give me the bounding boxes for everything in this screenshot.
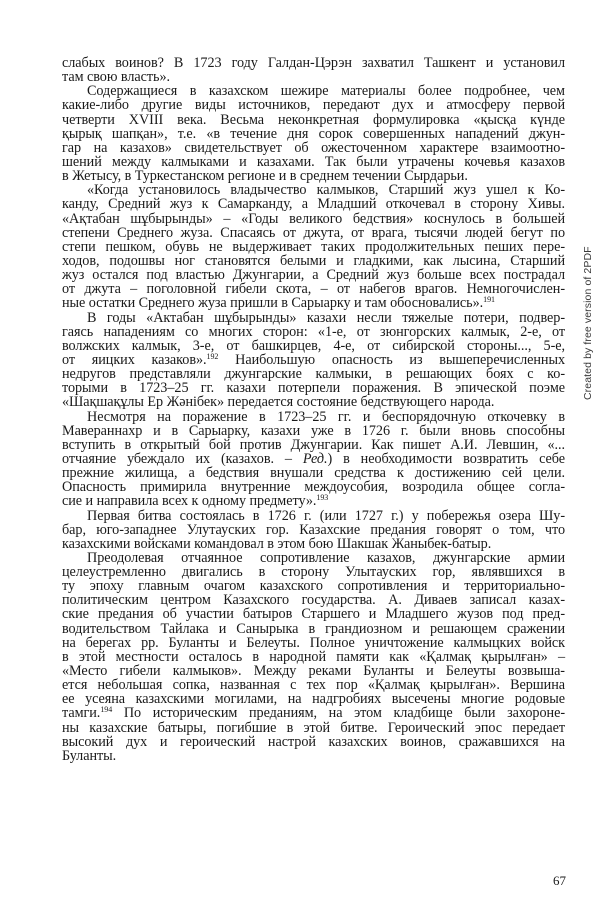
footnote-ref: 194 — [100, 705, 113, 715]
text-line — [62, 113, 565, 127]
line-text: слабых воинов? В 1723 году Галдан-Цэрэн захватил Ташкент и установил — [62, 55, 565, 71]
line-text: «Когда установилось владычество калмыков, Старший жуз ушел к Ко- — [87, 182, 565, 199]
line-text: казахскими войсками командовал в этом бою Шакшак Жаныбек-батыр. — [62, 535, 492, 552]
text-line — [62, 311, 565, 325]
line-text: ется небольшая сопка, названная с тех пор «Қалмақ қырылған». Вершина — [62, 677, 565, 694]
text-line — [62, 721, 565, 735]
line-text: «Ақтабан шұбырынды» – «Годы великого бедствия» коснулось в большей — [62, 210, 565, 227]
text-line — [62, 155, 565, 169]
line-text: Содержащиеся в казахском шежире материалы более подробнее, чем — [87, 83, 565, 100]
line-text: Опасность примирила внутренние междоусобия, возродила общее согла- — [62, 479, 565, 496]
text-line — [62, 141, 565, 155]
text-line — [62, 325, 565, 339]
text-line — [62, 537, 565, 551]
text-line — [62, 339, 565, 353]
text-line — [62, 212, 565, 226]
footnote-ref: 193 — [316, 493, 329, 503]
line-text: от джута – поголовной гибели скота, – от набегов врагов. Немногочислен- — [62, 281, 565, 298]
body-text — [62, 56, 565, 763]
text-line — [62, 466, 565, 480]
line-text: тамги. — [62, 705, 101, 722]
line-text-continued: ) в необходимости возвратить себе — [327, 450, 565, 467]
line-text: гар на казахов» свидетельствует об ожесточенном характере взаимоотно- — [62, 139, 565, 156]
text-line — [62, 254, 565, 268]
line-text: Первая битва состоялась в 1726 г. (или 1727 г.) у побережья озера Шу- — [87, 507, 565, 524]
line-text: ходов, подошвы ног становятся белыми и гладкими, как лысина, Старший — [62, 252, 565, 269]
line-text: вступить в открытый бой против Джунгарии. Как пишет А.И. Левшин, «... — [62, 436, 565, 453]
text-line — [62, 565, 565, 579]
text-line — [62, 226, 565, 240]
line-text: высокий дух и героический настрой казахских воинов, сражавшихся на — [62, 733, 565, 750]
text-line — [62, 523, 565, 537]
line-text: отчаяние убеждало их (казахов. – — [62, 450, 303, 467]
text-line — [62, 452, 565, 466]
text-line — [62, 622, 565, 636]
text-line — [62, 197, 565, 211]
text-line — [62, 282, 565, 296]
text-line — [62, 268, 565, 282]
line-text: ные остатки Среднего жуза пришли в Сарыарку и там обосновались». — [62, 295, 484, 312]
text-line — [62, 650, 565, 664]
line-text: водительством Тайлака и Санырыка в грандиозном и решающем сражении — [62, 620, 565, 637]
line-text: гаясь нападениям со многих сторон: «1-е, от зюнгорских калмык, 2-е, от — [62, 323, 565, 340]
text-line — [62, 424, 565, 438]
line-text: қырық шапқан», т.е. «в течение дня сорок совершенных нападений джун- — [62, 125, 565, 142]
text-line — [62, 593, 565, 607]
line-text: «Шақшақұлы Ер Жәнібек» передается состояние бедствующего народа. — [62, 394, 495, 411]
text-line — [62, 56, 565, 70]
text-line — [62, 410, 565, 424]
line-text: степени Среднего жуза. Спасаясь от джута, от врага, тысячи людей бегут по — [62, 224, 565, 241]
line-text: ские предания об участии батыров Старшего и Младшего жузов под пред- — [62, 606, 565, 623]
text-line — [62, 353, 565, 367]
text-line — [62, 664, 565, 678]
footnote-ref: 191 — [483, 295, 496, 305]
text-line — [62, 749, 565, 763]
text-line — [62, 395, 565, 409]
line-text: на берегах рр. Буланты и Белеуты. Полное уничтожение калмыцких войск — [62, 634, 565, 651]
line-text: Буланты. — [62, 747, 117, 764]
line-text: четверти XVIII века. Весьма неконкретная формулировка «қысқа күнде — [62, 111, 565, 128]
line-text: в этой местности осталось в народной памяти как «Қалмақ қырылған» – — [62, 648, 565, 665]
line-text-continued: Наибольшую опасность из вышеперечисленных — [218, 351, 565, 368]
line-text: от яицких казаков». — [62, 351, 207, 368]
text-line — [62, 367, 565, 381]
text-line — [62, 480, 565, 494]
text-line — [62, 98, 565, 112]
line-text: в Жетысу, в Туркестанском регионе и в среднем течении Сырдарьи. — [62, 168, 468, 185]
line-text: Мавераннахр и в Сарыарку, казахи уже в 1726 г. были вновь способны — [62, 422, 565, 439]
text-line — [62, 636, 565, 650]
line-text: ны казахские батыры, погибшие в этой битве. Героический эпос передает — [62, 719, 565, 736]
line-text: бар, юго-западнее Улутауских гор. Казахские предания говорят о том, что — [62, 521, 565, 538]
text-line — [62, 381, 565, 395]
line-text: прежние жилища, а бедствия внушали средства к достижению сей цели. — [62, 465, 565, 482]
text-line — [62, 607, 565, 621]
line-text: сие и направила всех к одному предмету». — [62, 493, 317, 510]
line-text: Несмотря на поражение в 1723–25 гг. и беспорядочную откочевку в — [87, 408, 565, 425]
line-text: торыми в 1723–25 гг. казахи потерпели поражения. В эпической поэме — [62, 380, 565, 397]
text-line — [62, 551, 565, 565]
editor-note: Ред. — [302, 450, 328, 467]
text-line — [62, 438, 565, 452]
text-line — [62, 735, 565, 749]
line-text: ее усеяна казахскими могилами, на надгробиях высечены многие родовые — [62, 691, 565, 708]
text-line — [62, 127, 565, 141]
text-line — [62, 692, 565, 706]
line-text: целеустремленно двигались в сторону Улытауских гор, являвшихся в — [62, 564, 565, 581]
line-text: там свою власть». — [62, 69, 170, 86]
line-text: политическим центром Казахского государства. А. Диваев записал казах- — [62, 592, 565, 609]
text-line — [62, 509, 565, 523]
line-text-continued: По историческим преданиям, на этом кладбище были захороне- — [112, 705, 565, 722]
watermark: Created by free version of 2PDF — [582, 246, 594, 400]
line-text: «Место гибели калмыков». Между реками Буланты и Белеуты возвыша- — [62, 663, 565, 680]
line-text: недругов представляли джунгарские калмыки, в решающих боях с ко- — [62, 366, 565, 383]
text-line — [62, 169, 565, 183]
line-text: какие-либо другие виды источников, передают дух и атмосферу первой — [62, 97, 565, 114]
line-text: волжских калмык, 3-е, от башкирцев, 4-е, от сибирской стороны..., 5-е, — [62, 337, 565, 354]
text-line — [62, 494, 565, 508]
line-text: В годы «Актабан шұбырынды» казахи несли тяжелые потери, подвер- — [87, 309, 565, 326]
line-text: канду, Средний жуз к Самарканду, а Младший откочевал в сторону Хивы. — [62, 196, 565, 213]
text-line — [62, 706, 565, 720]
text-line — [62, 70, 565, 84]
line-text: ту эпоху главным очагом казахского сопротивления и территориально- — [62, 578, 565, 595]
text-line — [62, 678, 565, 692]
footnote-ref: 192 — [206, 351, 219, 361]
line-text: степи пешком, обувь не выдерживает таких продолжительных пеших пере- — [62, 238, 565, 255]
text-line — [62, 296, 565, 310]
line-text: шений между калмыками и казахами. Так были утрачены кочевья казахов — [62, 153, 565, 170]
text-line — [62, 240, 565, 254]
line-text: жуз остался под властью Джунгарии, а Средний жуз больше всех пострадал — [62, 267, 565, 284]
page-number: 67 — [553, 873, 566, 888]
text-line — [62, 84, 565, 98]
line-text: Преодолевая отчаянное сопротивление казахов, джунгарские армии — [87, 549, 565, 566]
text-line — [62, 183, 565, 197]
text-line — [62, 579, 565, 593]
